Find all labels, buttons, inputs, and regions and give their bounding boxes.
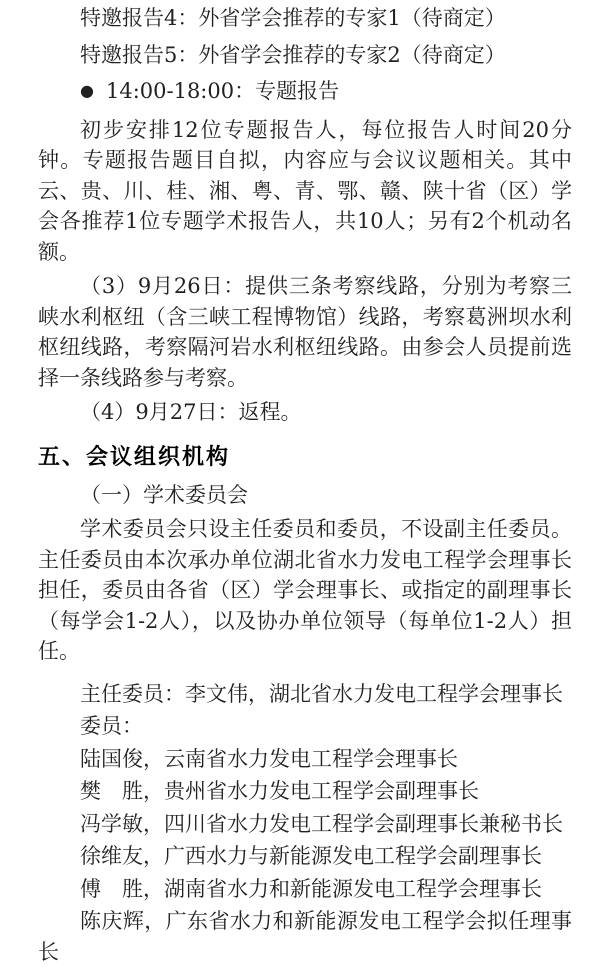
sept-26-inspection-routes-para: （3）9月26日：提供三条考察线路，分别为考察三峡水利枢纽（含三峡工程博物馆）线路，考察葛洲坝水利枢纽线路，考察隔河岩水利枢纽线路。由参会人员提前选择一条线路参与考察。 [38, 274, 572, 390]
chair-committee-member-line: 主任委员：李文伟，湖北省水力发电工程学会理事长 [80, 681, 563, 706]
member-line-yunnan: 陆国俊，云南省水力发电工程学会理事长 [80, 746, 458, 771]
committee-composition-para: 学术委员会只设主任委员和委员，不设副主任委员。主任委员由本次承办单位湖北省水力发电工程学会理事长担任，委员由各省（区）学会理事长、或指定的副理事长（每学会1-2人），以及协办单位领导（每单位1-2人）担任。 [38, 517, 572, 663]
member-line-guizhou: 樊 胜，贵州省水力发电工程学会副理事长 [80, 779, 479, 803]
document-body [38, 3, 572, 967]
academic-committee-subheading: （一）学术委员会 [80, 482, 248, 507]
agenda-time-item [38, 76, 572, 109]
member-line-guangdong: 陈庆辉，广东省水力和新能源发电工程学会拟任理事长 [38, 909, 572, 964]
topic-report-arrangement-para: 初步安排12位专题报告人，每位报告人时间20分钟。专题报告题目自拟，内容应与会议议题相关。其中云、贵、川、桂、湘、粤、青、鄂、赣、陕十省（区）学会各推荐1位专题学术报告人，共10人；另有2个机动名额。 [38, 117, 572, 264]
agenda-time-item-text: 14:00-18:00：专题报告 [105, 79, 340, 103]
member-line-sichuan: 冯学敏，四川省水力发电工程学会副理事长兼秘书长 [80, 811, 563, 836]
bullet-icon: ● [80, 81, 94, 100]
section-5-heading: 五、会议组织机构 [38, 444, 231, 470]
members-label-line: 委员： [80, 714, 143, 738]
member-line-guangxi: 徐维友，广西水力与新能源发电工程学会副理事长 [80, 844, 542, 868]
invited-report-5-line: 特邀报告5：外省学会推荐的专家2（待商定） [80, 42, 506, 67]
member-line-hunan: 傅 胜，湖南省水力和新能源发电工程学会理事长 [80, 876, 542, 901]
sept-27-return-para: （4）9月27日：返程。 [80, 400, 302, 424]
invited-report-4-line: 特邀报告4：外省学会推荐的专家1（待商定） [80, 6, 506, 30]
